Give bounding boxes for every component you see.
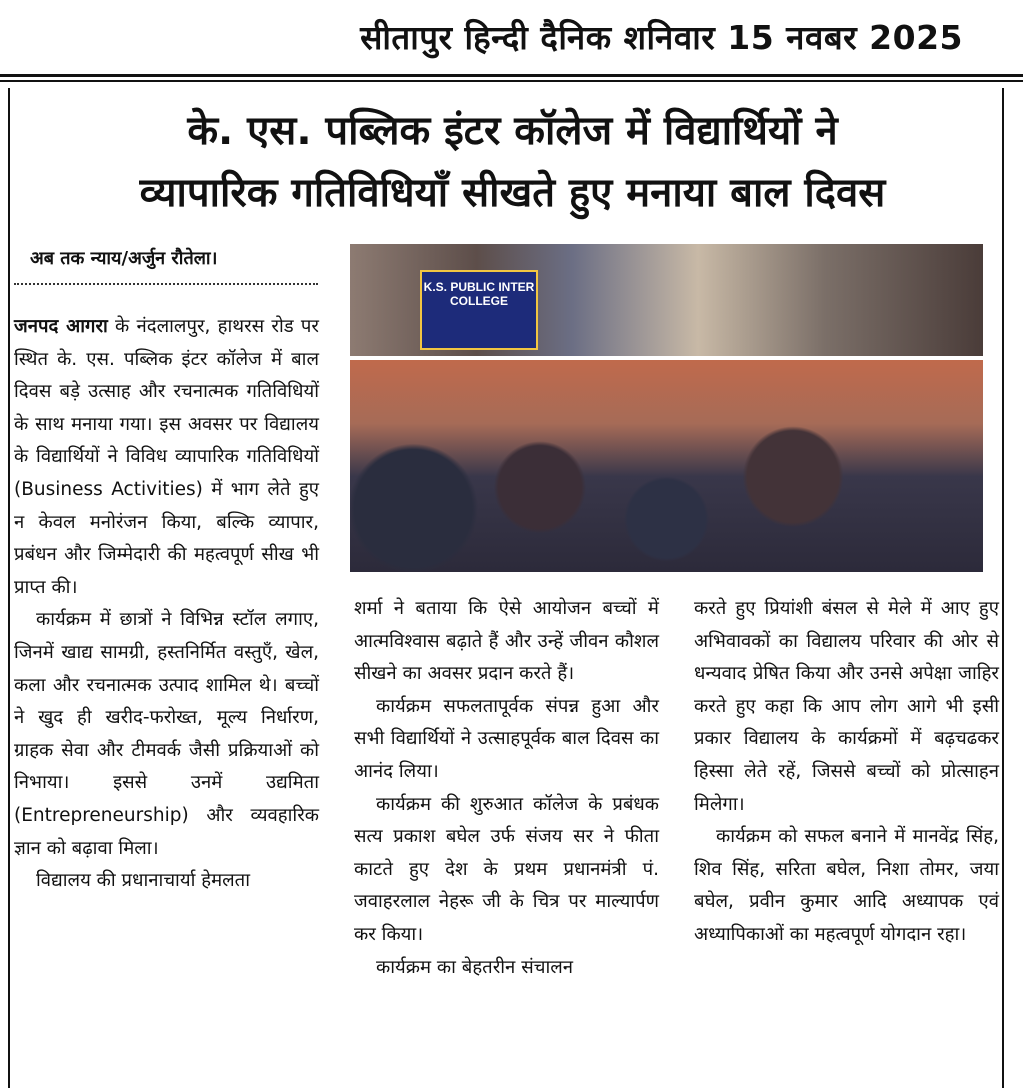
article-paragraph: कार्यक्रम की शुरुआत कॉलेज के प्रबंधक सत्य प्रकाश बघेल उर्फ संजय सर ने फीता काटते हुए देश के प्रथम प्रधानमंत्री पं. जवाहरलाल नेहरू जी के चित्र पर माल्यार्पण कर किया। [354, 793, 659, 945]
article-column-3 [694, 593, 999, 952]
byline-divider [14, 283, 318, 285]
photo-students [350, 360, 983, 572]
paragraph-text: के नंदलालपुर, हाथरस रोड पर स्थित के. एस. पब्लिक इंटर कॉलेज में बाल दिवस बड़े उत्साह और रचनात्मक गतिविधियों के साथ मनाया गया। इस अवसर पर विद्यालय के विद्यार्थियों ने विविध व्यापारिक गतिविधियों (Business Activities) में भाग लेते हुए न केवल मनोरंजन किया, बल्कि व्यापार, प्रबंधन और जिम्मेदारी की महत्वपूर्ण सीख भी प्राप्त की। [14, 316, 319, 598]
article-column-1 [14, 311, 319, 898]
masthead-title: सीतापुर हिन्दी दैनिक शनिवार 15 नवबर 2025 [360, 18, 963, 57]
article-column-2 [354, 593, 659, 984]
masthead-rule-thick [0, 74, 1023, 77]
article-paragraph: करते हुए प्रियांशी बंसल से मेले में आए हुए अभिवावकों का विद्यालय परिवार की ओर से धन्यवाद प्रेषित किया और उनसे अपेक्षा जाहिर करते हुए कहा कि आप लोग आगे भी इसी प्रकार विद्यालय के कार्यक्रमों में बढ़चढकर हिस्सा लेते रहें, जिससे बच्चों को प्रोत्साहन मिलेगा। [694, 598, 999, 815]
masthead [0, 0, 1023, 74]
article-paragraph: कार्यक्रम में छात्रों ने विभिन्न स्टॉल लगाए, जिनमें खाद्य सामग्री, हस्तनिर्मित वस्तुएँ, खेल, कला और रचनात्मक उत्पाद शामिल थे। बच्चों ने खुद ही खरीद-फरोख्त, मूल्य निर्धारण, ग्राहक सेवा और टीमवर्क जैसी प्रक्रियाओं को निभाया। इससे उनमें उद्यमिता (Entrepreneurship) और व्यवहारिक ज्ञान को बढ़ावा मिला। [14, 609, 319, 859]
headline [20, 100, 1005, 224]
masthead-rule-thin [0, 80, 1023, 82]
article-paragraph: कार्यक्रम को सफल बनाने में मानवेंद्र सिंह, शिव सिंह, सरिता बघेल, निशा तोमर, जया बघेल, प्रवीन कुमार आदि अध्यापक एवं अध्यापिकाओं का महत्वपूर्ण योगदान रहा। [694, 826, 999, 945]
headline-line-1: के. एस. पब्लिक इंटर कॉलेज में विद्यार्थियों ने [187, 108, 838, 154]
article-paragraph [14, 311, 319, 604]
article-paragraph: शर्मा ने बताया कि ऐसे आयोजन बच्चों में आत्मविश्वास बढ़ाते हैं और उन्हें जीवन कौशल सीखने का अवसर प्रदान करते हैं। [354, 598, 659, 685]
article-paragraph: कार्यक्रम का बेहतरीन संचालन [376, 956, 574, 978]
dateline: जनपद आगरा [14, 316, 108, 337]
photo-guests [350, 244, 983, 356]
article-paragraph: कार्यक्रम सफलतापूर्वक संपन्न हुआ और सभी विद्यार्थियों ने उत्साहपूर्वक बाल दिवस का आनंद लिया। [354, 695, 659, 782]
article-paragraph: विद्यालय की प्रधानाचार्या हेमलता [36, 870, 251, 892]
college-banner: K.S. PUBLIC INTER COLLEGE [420, 270, 538, 350]
byline: अब तक न्याय/अर्जुन रौतेला। [30, 248, 218, 269]
headline-line-2: व्यापारिक गतिविधियाँ सीखते हुए मनाया बाल दिवस [139, 170, 886, 216]
event-photo [350, 244, 983, 572]
